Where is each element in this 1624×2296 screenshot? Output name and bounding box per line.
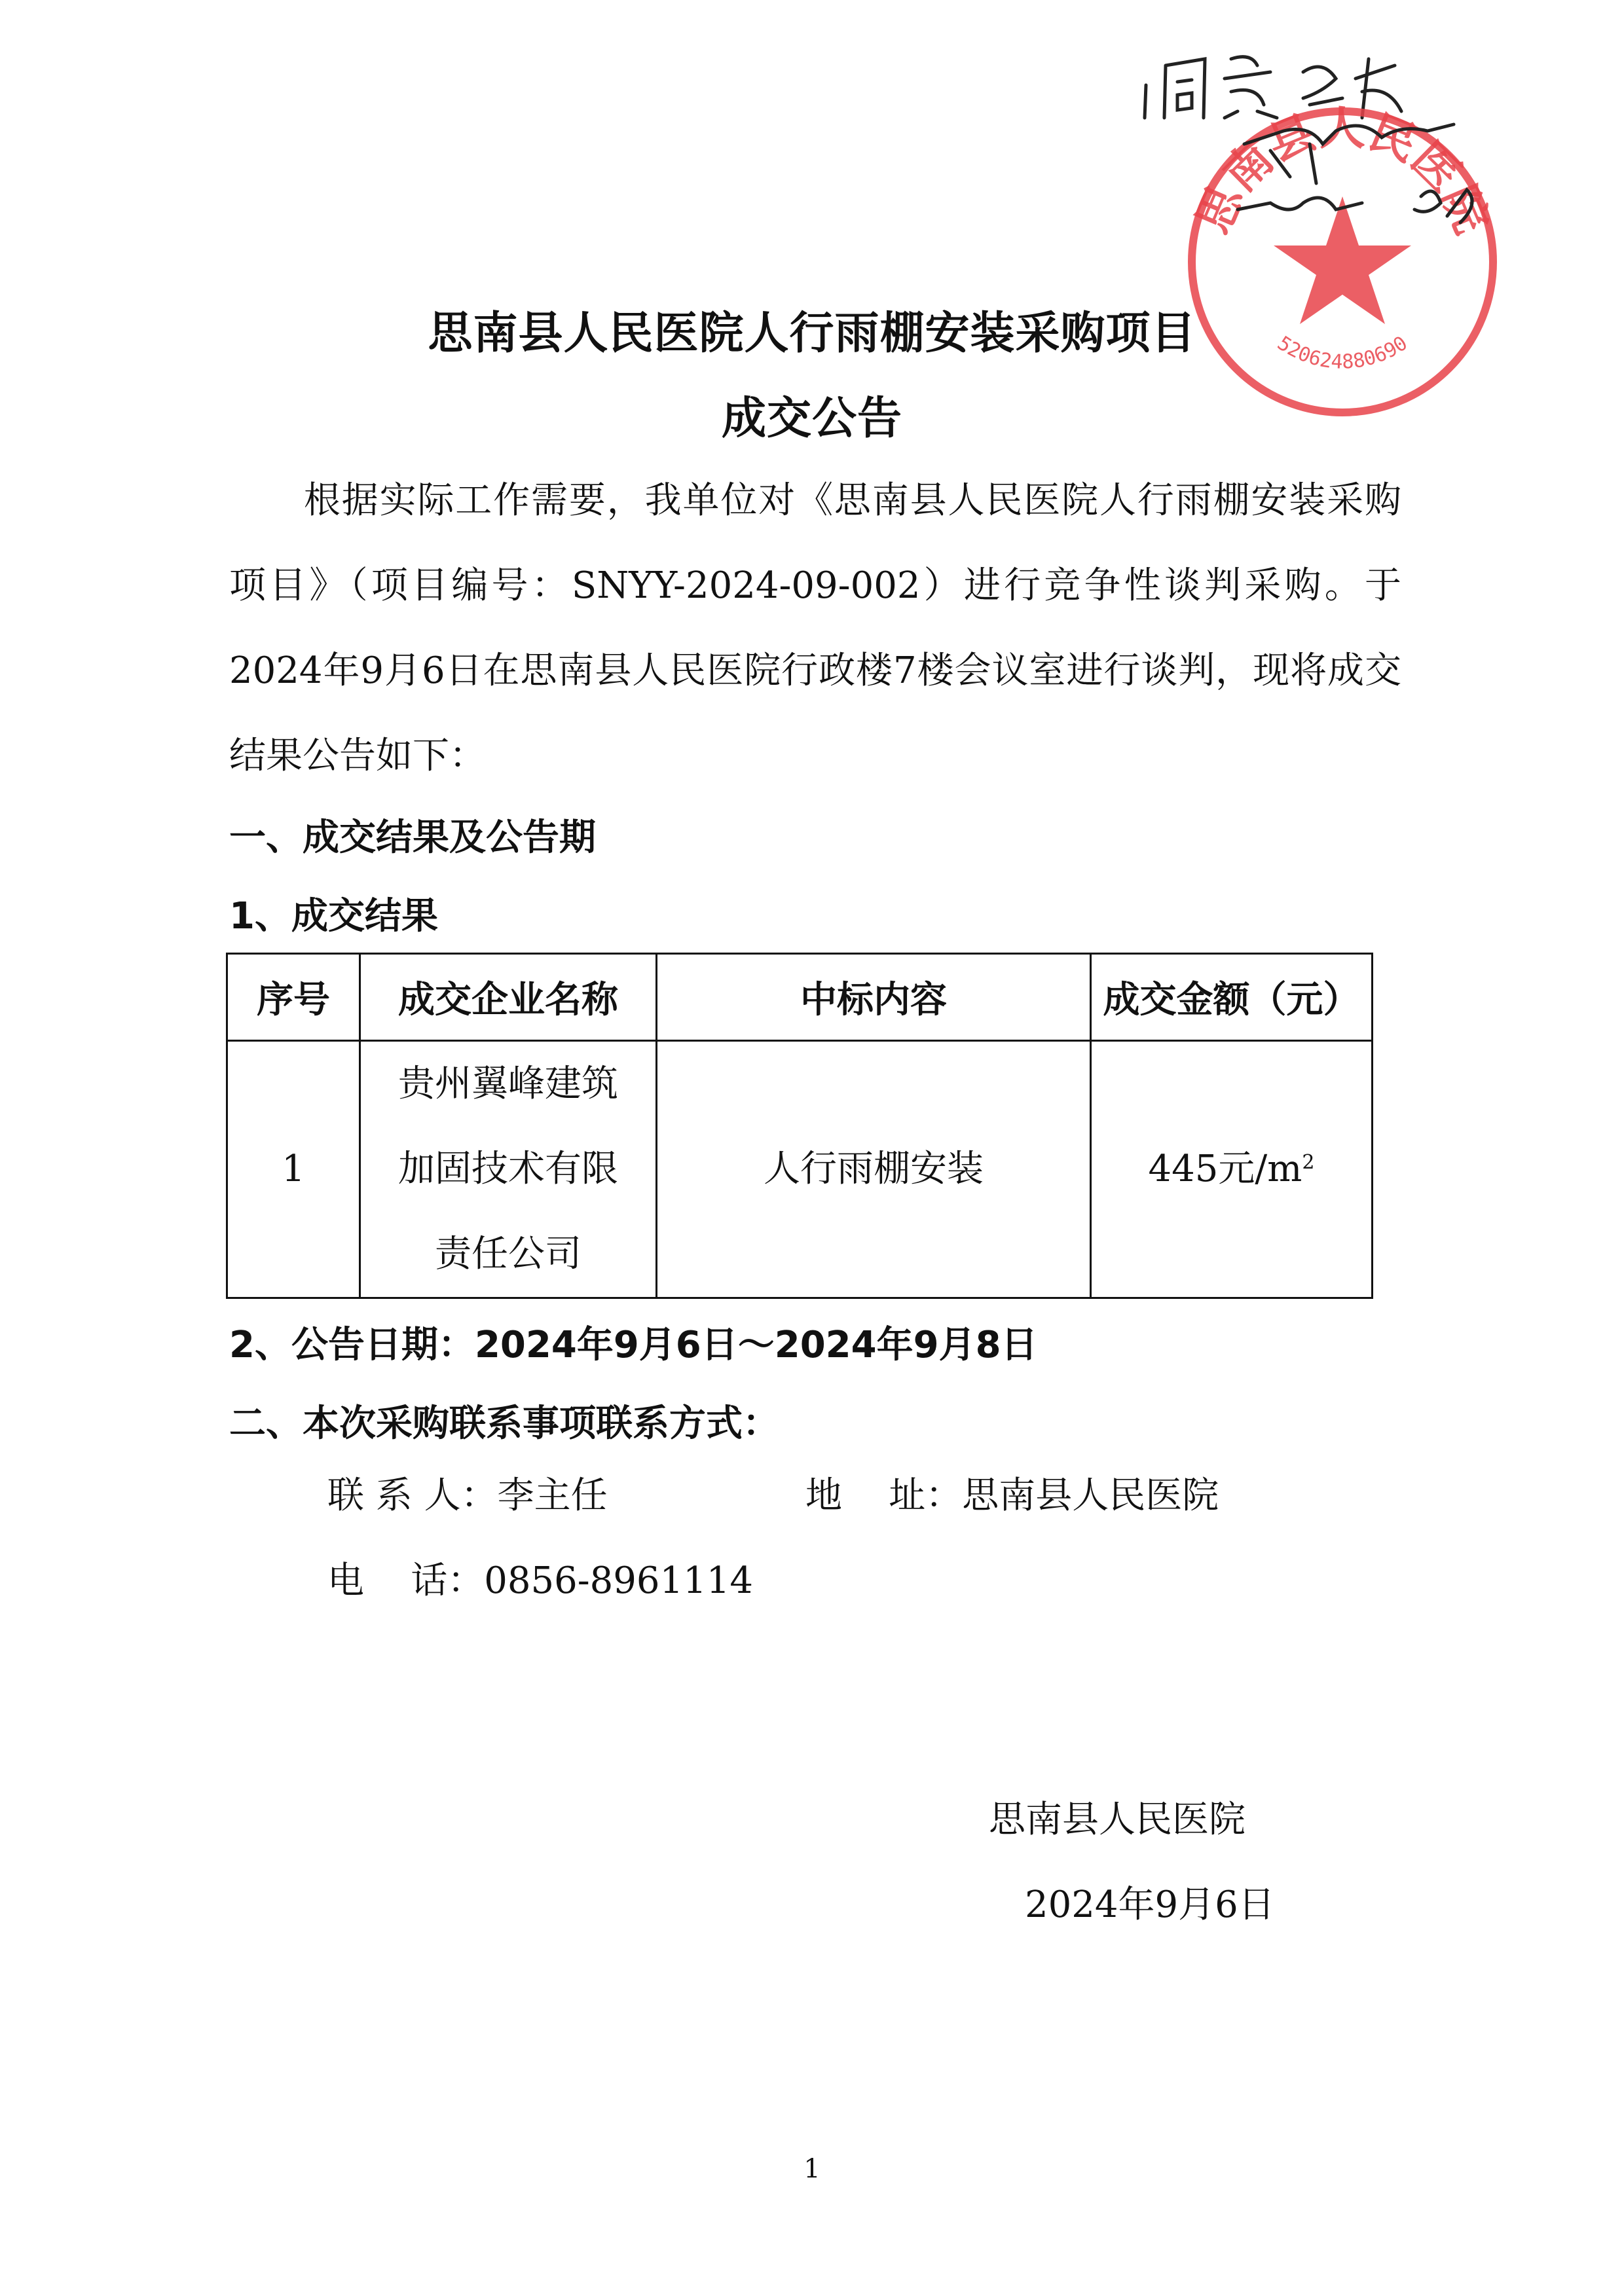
contact-phone-label: 电 话： xyxy=(327,1559,485,1602)
subsection1-heading: 1、成交结果 xyxy=(229,895,438,938)
section2-heading: 二、本次采购联系事项联系方式： xyxy=(229,1402,779,1445)
intro-paragraph xyxy=(229,458,1401,799)
page-number: 1 xyxy=(803,2154,821,2184)
cell-index: 1 xyxy=(227,1041,360,1298)
header-index: 序号 xyxy=(227,954,360,1041)
intro-paragraph-text: 根据实际工作需要，我单位对《思南县人民医院人行雨棚安装采购项目》（项目编号：SNYY-2024-09-002）进行竞争性谈判采购。于2024年9月6日在思南县人民医院行政楼7楼会议室进行谈判，现将成交结果公告如下： xyxy=(229,479,1401,777)
amount-value: 445元/m xyxy=(1148,1148,1302,1190)
contact-address-line xyxy=(805,1467,1219,1519)
contact-address-value: 思南县人民医院 xyxy=(962,1474,1219,1517)
header-company: 成交企业名称 xyxy=(360,954,657,1041)
contact-phone-value: 0856-8961114 xyxy=(484,1559,754,1602)
svg-text:520624880690: 520624880690 xyxy=(1273,331,1412,374)
contact-person-value: 李主任 xyxy=(497,1474,608,1517)
contact-person-label: 联 系 人： xyxy=(327,1474,498,1517)
header-amount: 成交金额（元） xyxy=(1091,954,1373,1041)
contact-address-label: 地 址： xyxy=(805,1474,963,1517)
cell-amount xyxy=(1091,1041,1373,1298)
amount-superscript: 2 xyxy=(1302,1151,1315,1174)
header-content: 中标内容 xyxy=(657,954,1091,1041)
svg-text:思南县人民医院: 思南县人民医院 xyxy=(1185,101,1500,242)
table-header-row xyxy=(227,954,1373,1041)
cell-content: 人行雨棚安装 xyxy=(657,1041,1091,1298)
result-table xyxy=(226,953,1373,1299)
footer-organization: 思南县人民医院 xyxy=(989,1798,1246,1841)
table-row xyxy=(227,1041,1373,1298)
document-title-line2: 成交公告 xyxy=(721,393,902,445)
document-title-line1: 思南县人民医院人行雨棚安装采购项目 xyxy=(428,308,1196,359)
footer-date: 2024年9月6日 xyxy=(1025,1884,1275,1926)
cell-company xyxy=(360,1041,657,1298)
company-name: 贵州翼峰建筑加固技术有限责任公司 xyxy=(398,1063,618,1275)
handwritten-signature xyxy=(1231,105,1493,255)
subsection2-heading: 2、公告日期：2024年9月6日～2024年9月8日 xyxy=(229,1324,1038,1366)
section1-heading: 一、成交结果及公告期 xyxy=(229,816,596,859)
contact-phone-line xyxy=(327,1552,753,1604)
contact-person-line xyxy=(327,1467,608,1519)
